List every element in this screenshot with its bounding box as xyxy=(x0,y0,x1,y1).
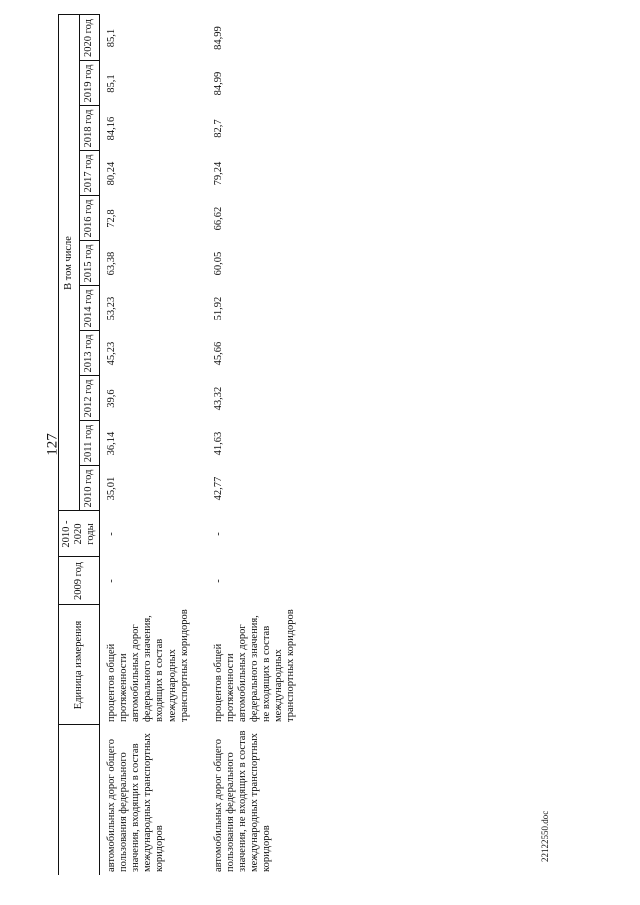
table-cell: 84,16 xyxy=(106,116,118,141)
header-year: 2014 год xyxy=(79,286,100,331)
table-cell: 45,23 xyxy=(106,341,118,366)
header-year: 2020 год xyxy=(79,15,100,61)
table-row xyxy=(100,15,193,875)
table-cell: 45,66 xyxy=(212,341,224,366)
table-cell: 82,7 xyxy=(212,119,224,138)
table-cell: 85,1 xyxy=(106,28,118,48)
row-unit: процентов общей протяженности автомобильных дорог федерального значения, входящих в состав международных транспортных коридоров xyxy=(106,609,190,722)
table-cell: 36,14 xyxy=(106,431,118,456)
table-cell: 85,1 xyxy=(106,74,118,93)
header-year: 2013 год xyxy=(79,331,100,376)
table-cell: 66,62 xyxy=(212,206,224,231)
cell-2009: - xyxy=(106,579,118,583)
table-cell: 42,77 xyxy=(212,476,224,501)
header-year: 2012 год xyxy=(79,376,100,421)
table-cell: 84,99 xyxy=(212,26,224,50)
header-unit: Единица измерения xyxy=(59,605,100,725)
footer-doc-code: 22122550.doc xyxy=(540,810,550,862)
cell-period: - xyxy=(212,532,224,536)
header-year: 2018 год xyxy=(79,106,100,151)
header-year: 2011 год xyxy=(79,421,100,466)
cell-period: - xyxy=(106,532,118,536)
table-cell: 51,92 xyxy=(212,296,224,321)
table-cell: 35,01 xyxy=(106,476,118,501)
data-table xyxy=(58,14,299,875)
row-name: автомобильных дорог общего пользования федерального значения, не входящих в состав международных транспортных коридоров xyxy=(212,730,272,872)
header-period: 2010 - 2020 годы xyxy=(59,511,100,557)
table-cell: 63,38 xyxy=(106,251,118,276)
header-group: В том числе xyxy=(59,15,80,511)
table-cell: 41,63 xyxy=(212,431,224,456)
rotated-table-container xyxy=(58,15,598,875)
header-2009: 2009 год xyxy=(59,557,100,605)
table-cell: 43,32 xyxy=(212,386,224,411)
header-year: 2015 год xyxy=(79,241,100,286)
row-name: автомобильных дорог общего пользования федерального значения, входящих в состав международных транспортных коридоров xyxy=(106,733,166,872)
table-cell: 39,6 xyxy=(106,389,118,408)
header-year: 2016 год xyxy=(79,196,100,241)
table-top-rule xyxy=(58,15,59,875)
header-year: 2010 год xyxy=(79,466,100,511)
table-cell: 72,8 xyxy=(106,209,118,228)
header-name xyxy=(59,725,100,875)
page-number: 127 xyxy=(44,433,61,456)
table-cell: 53,23 xyxy=(106,296,118,321)
table-cell: 84,99 xyxy=(212,71,224,96)
table-row xyxy=(193,15,299,875)
header-year: 2017 год xyxy=(79,151,100,196)
header-row-top xyxy=(59,15,80,875)
table-cell: 80,24 xyxy=(106,161,118,186)
cell-2009: - xyxy=(212,579,224,583)
table-cell: 60,05 xyxy=(212,251,224,276)
table-cell: 79,24 xyxy=(212,161,224,186)
row-unit: процентов общей протяженности автомобильных дорог федерального значения, не входящих в состав международных транспортных коридоров xyxy=(212,609,296,722)
header-year: 2019 год xyxy=(79,61,100,106)
